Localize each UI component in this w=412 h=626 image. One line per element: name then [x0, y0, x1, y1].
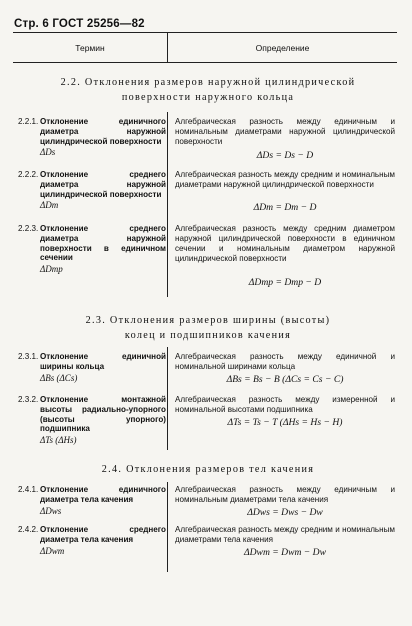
definition-text: Алгебраическая разность между средним и номинальным диаметрами тела качения: [175, 525, 395, 544]
term-text: Отклонение среднего диаметра наружной цилиндрической поверхности: [40, 170, 166, 199]
term-text: Отклонение монтажной высоты радиально-упорного (высоты упорного) подшипника: [40, 395, 166, 434]
definition-formula: ΔBs = Bs − B (ΔCs = Cs − C): [226, 374, 344, 385]
definition-text: Алгебраическая разность между единичным и номинальным диаметрами наружной цилиндрической поверхности: [175, 117, 395, 146]
definition-formula: ΔDm = Dm − D: [253, 202, 317, 213]
header-bottom-rule: [13, 62, 397, 63]
definition-text: Алгебраическая разность между единичной и номинальной ширинами кольца: [175, 352, 395, 371]
definition-text: Алгебраическая разность между измеренной и номинальной высотами подшипника: [175, 395, 395, 414]
term-text: Отклонение среднего диаметра наружной поверхности в единичном сечении: [40, 224, 166, 263]
definition-text: Алгебраическая разность между средним и номинальным диаметрами наружной цилиндрической поверхности: [175, 170, 395, 189]
term-symbol: ΔDs: [40, 147, 56, 158]
term-entry: [18, 525, 166, 556]
section-title-line: 2.4. Отклонения размеров тел качения: [101, 464, 315, 475]
term-number: 2.2.3.: [18, 224, 39, 233]
term-number: 2.2.2.: [18, 170, 39, 179]
term-number: 2.2.1.: [18, 117, 39, 126]
term-symbol: ΔDm: [40, 200, 59, 211]
term-number: 2.3.2.: [18, 395, 39, 404]
term-entry: [18, 395, 166, 446]
definition-formula: ΔDmp = Dmp − D: [248, 277, 322, 288]
term-number: 2.4.1.: [18, 485, 39, 494]
section-title-line: колец и подшипников качения: [124, 330, 292, 341]
term-number: 2.4.2.: [18, 525, 39, 534]
column-header-definition: Определение: [255, 43, 310, 53]
term-symbol: ΔBs (ΔCs): [40, 372, 78, 383]
column-divider: [167, 347, 168, 450]
term-text: Отклонение единичной ширины кольца: [40, 352, 166, 371]
column-divider: [167, 112, 168, 297]
term-symbol: ΔTs (ΔHs): [40, 435, 77, 446]
section-title: [20, 75, 396, 105]
definition-formula: ΔDwm = Dwm − Dw: [243, 547, 326, 558]
definition-formula: ΔDws = Dws − Dw: [247, 507, 323, 518]
term-entry: [18, 224, 166, 275]
term-symbol: ΔDmp: [40, 264, 63, 275]
term-number: 2.3.1.: [18, 352, 39, 361]
section-title-line: поверхности наружного кольца: [121, 92, 295, 103]
term-text: Отклонение единичного диаметра наружной цилиндрической поверхности: [40, 117, 166, 146]
table-top-rule: [13, 32, 397, 33]
term-entry: [18, 117, 166, 158]
definition-text: Алгебраическая разность между единичным и номинальным диаметрами тела качения: [175, 485, 395, 504]
term-text: Отклонение единичного диаметра тела качения: [40, 485, 166, 504]
term-entry: [18, 352, 166, 383]
section-title: [20, 462, 396, 477]
definition-formula: ΔDs = Ds − D: [256, 150, 314, 161]
section-title: [20, 313, 396, 343]
section-title-line: 2.2. Отклонения размеров наружной цилиндрической: [60, 77, 356, 88]
page-header: Стр. 6 ГОСТ 25256—82: [14, 18, 145, 30]
term-symbol: ΔDwm: [40, 545, 65, 556]
term-text: Отклонение среднего диаметра тела качения: [40, 525, 166, 544]
definition-formula: ΔTs = Ts − T (ΔHs = Hs − H): [227, 417, 343, 428]
column-header-term: Термин: [75, 43, 105, 53]
section-title-line: 2.3. Отклонения размеров ширины (высоты): [85, 315, 331, 326]
term-entry: [18, 170, 166, 211]
column-divider: [167, 482, 168, 572]
definition-text: Алгебраическая разность между средним диаметром наружной цилиндрической поверхности в единичном сечении и номинальным диаметром наружной цилиндрической поверхности: [175, 224, 395, 263]
term-symbol: ΔDws: [40, 505, 62, 516]
term-entry: [18, 485, 166, 516]
